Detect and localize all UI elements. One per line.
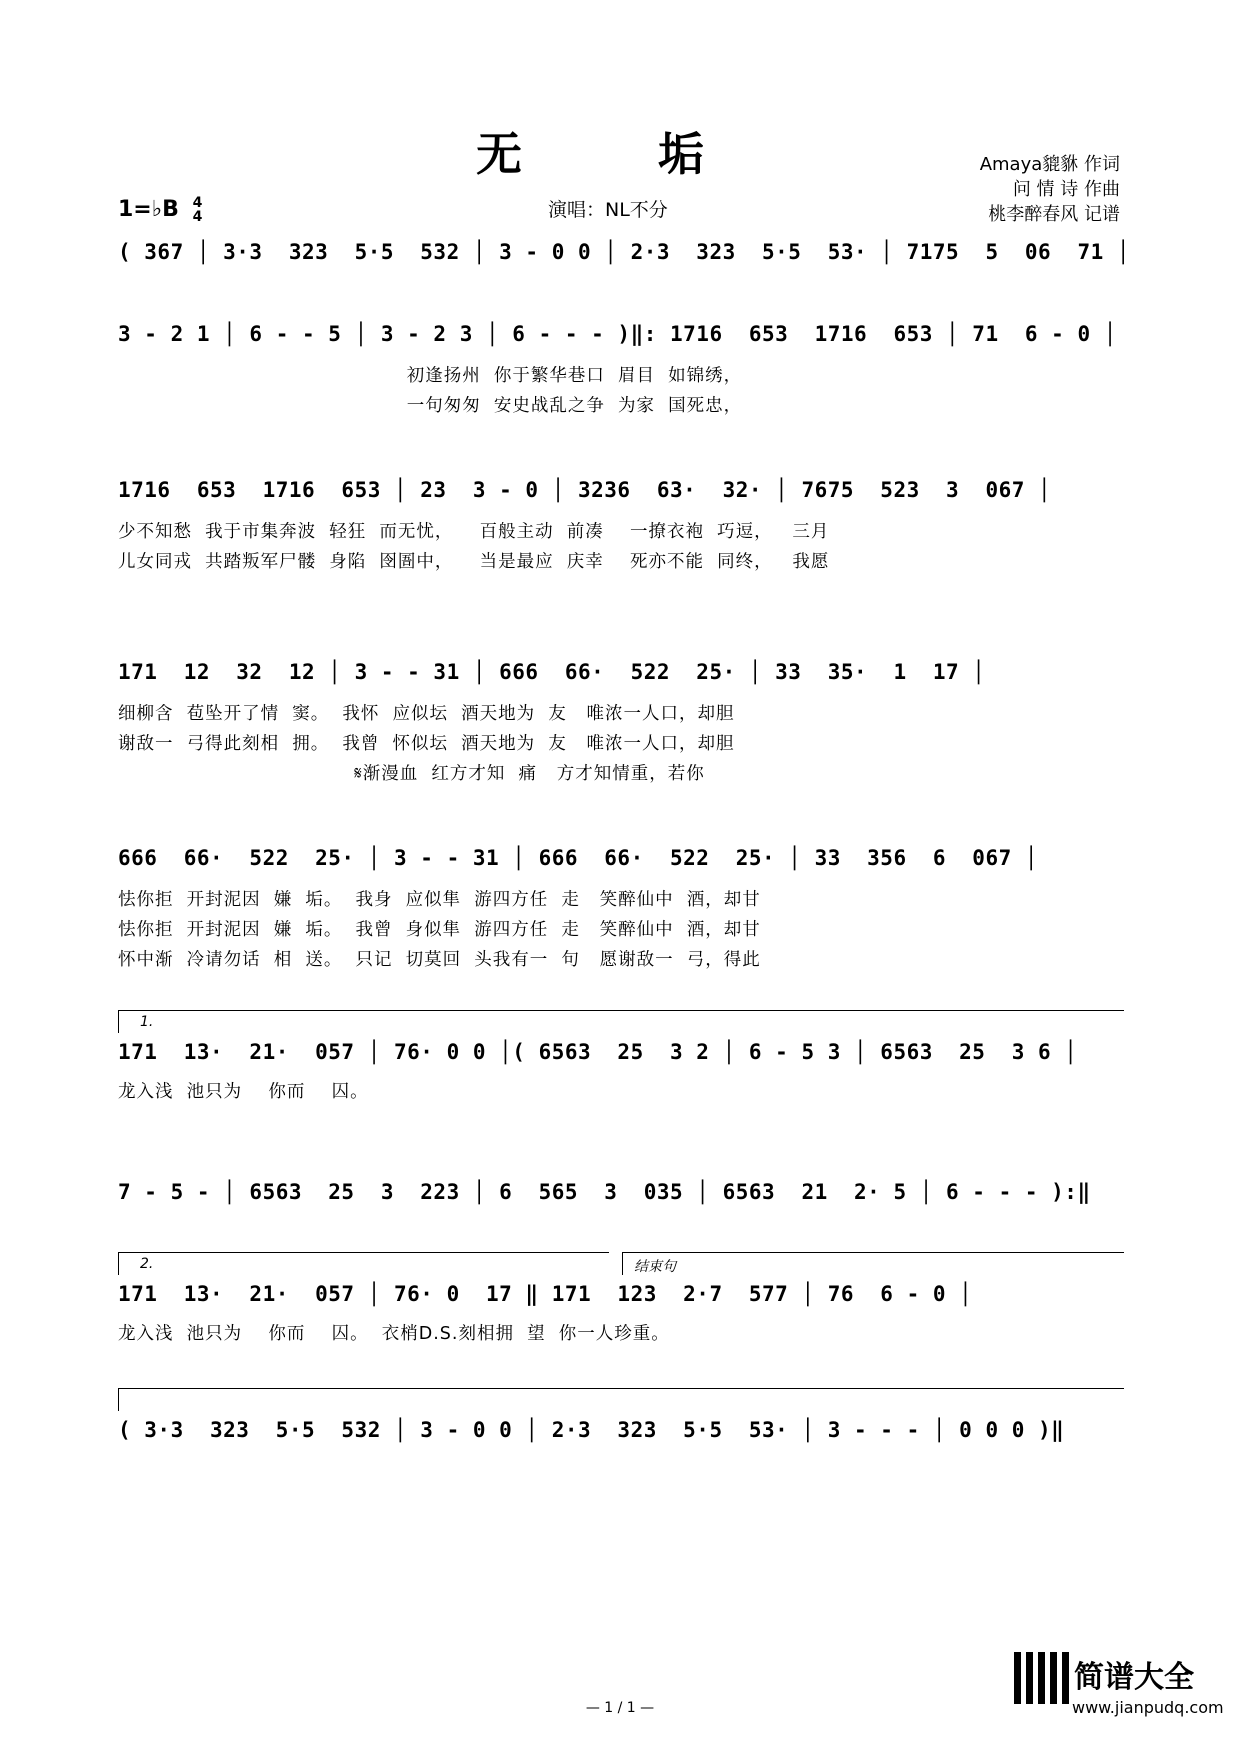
page-number: — 1 / 1 — (585, 1700, 655, 1716)
lyric-line: 儿女同戎 共踏叛军尸髅 身陷 囹圄中， 当是最应 庆幸 死亦不能 同终， 我愿 (118, 552, 830, 572)
notation-line: 1716 653 1716 653 │ 23 3 - 0 │ 3236 63· 32· │ 7675 523 3 067 │ (118, 478, 1052, 502)
lyric-line: 龙入浅 池只为 你而 囚。 衣梢D.S.刻相拥 望 你一人珍重。 (118, 1324, 670, 1344)
volta-bracket-2 (118, 1252, 609, 1275)
lyric-line: 𝄋渐漫血 红方才知 痛 方才知情重，若你 (118, 764, 705, 784)
lyric-line: 细柳含 苞坠开了情 窦。 我怀 应似坛 酒天地为 友 唯浓一人口，却胆 (118, 704, 735, 724)
lyric-line: 一句匆匆 安史战乱之争 为家 国死忠， (118, 396, 743, 416)
composer-credit: 问 情 诗 作曲 (1012, 179, 1120, 200)
time-signature (193, 196, 203, 224)
piano-keys-icon (1012, 1652, 1068, 1712)
logo-url: www.jianpudq.com (1072, 1698, 1224, 1717)
singer-label: 演唱：NL不分 (548, 199, 668, 221)
notation-line: 171 12 32 12 │ 3 - - 31 │ 666 66· 522 25· │ 33 35· 1 17 │ (118, 660, 986, 684)
notation-line: 7 - 5 - │ 6563 25 3 223 │ 6 565 3 035 │ 6563 21 2· 5 │ 6 - - - ):‖ (118, 1180, 1091, 1204)
lyric-line: 少不知愁 我于市集奔波 轻狂 而无忧， 百般主动 前凑 一撩衣袍 巧逗， 三月 (118, 522, 830, 542)
system-bracket (118, 1388, 1124, 1411)
notation-line: ( 3·3 323 5·5 532 │ 3 - 0 0 │ 2·3 323 5·5 53· │ 3 - - - │ 0 0 0 )‖ (118, 1418, 1065, 1442)
notation-line: 666 66· 522 25· │ 3 - - 31 │ 666 66· 522 25· │ 33 356 6 067 │ (118, 846, 1039, 870)
logo-text: 简谱大全 (1074, 1660, 1194, 1695)
lyricist-credit: Amaya貔貅 作词 (979, 154, 1120, 175)
site-logo (1012, 1652, 1232, 1742)
notation-line: 171 13· 21· 057 │ 76· 0 17 ‖ 171 123 2·7 577 │ 76 6 - 0 │ (118, 1282, 973, 1306)
time-bottom: 4 (192, 209, 203, 225)
lyric-line: 龙入浅 池只为 你而 囚。 (118, 1082, 369, 1102)
notation-line: 171 13· 21· 057 │ 76· 0 0 │( 6563 25 3 2 │ 6 - 5 3 │ 6563 25 3 6 │ (118, 1040, 1078, 1064)
volta-label-1: 1. (140, 1014, 154, 1030)
transcriber-credit: 桃李醉春风 记谱 (988, 204, 1120, 225)
song-title: 无 垢 (475, 127, 764, 181)
lyric-line: 谢敌一 弓得此刻相 拥。 我曾 怀似坛 酒天地为 友 唯浓一人口，却胆 (118, 734, 735, 754)
lyric-line: 怀中渐 冷请勿话 相 送。 只记 切莫回 头我有一 句 愿谢敌一 弓，得此 (118, 950, 761, 970)
lyric-line: 怯你拒 开封泥因 嫌 垢。 我曾 身似隼 游四方任 走 笑醉仙中 酒，却甘 (118, 920, 761, 940)
lyric-line: 怯你拒 开封泥因 嫌 垢。 我身 应似隼 游四方任 走 笑醉仙中 酒，却甘 (118, 890, 761, 910)
key-signature (118, 196, 202, 224)
time-top: 4 (192, 195, 203, 211)
notation-line: ( 367 │ 3·3 323 5·5 532 │ 3 - 0 0 │ 2·3 323 5·5 53· │ 7175 5 06 71 │ (118, 240, 1131, 264)
volta-label-2: 2. (140, 1256, 154, 1272)
key-label: 1=♭B (118, 197, 179, 222)
coda-bracket (622, 1252, 1124, 1275)
credits (980, 152, 1120, 227)
lyric-line: 初逢扬州 你于繁华巷口 眉目 如锦绣， (118, 366, 743, 386)
volta-bracket-1 (118, 1010, 1124, 1033)
coda-label: 结束句 (634, 1259, 676, 1275)
notation-line: 3 - 2 1 │ 6 - - 5 │ 3 - 2 3 │ 6 - - - )‖: 1716 653 1716 653 │ 71 6 - 0 │ (118, 322, 1117, 346)
